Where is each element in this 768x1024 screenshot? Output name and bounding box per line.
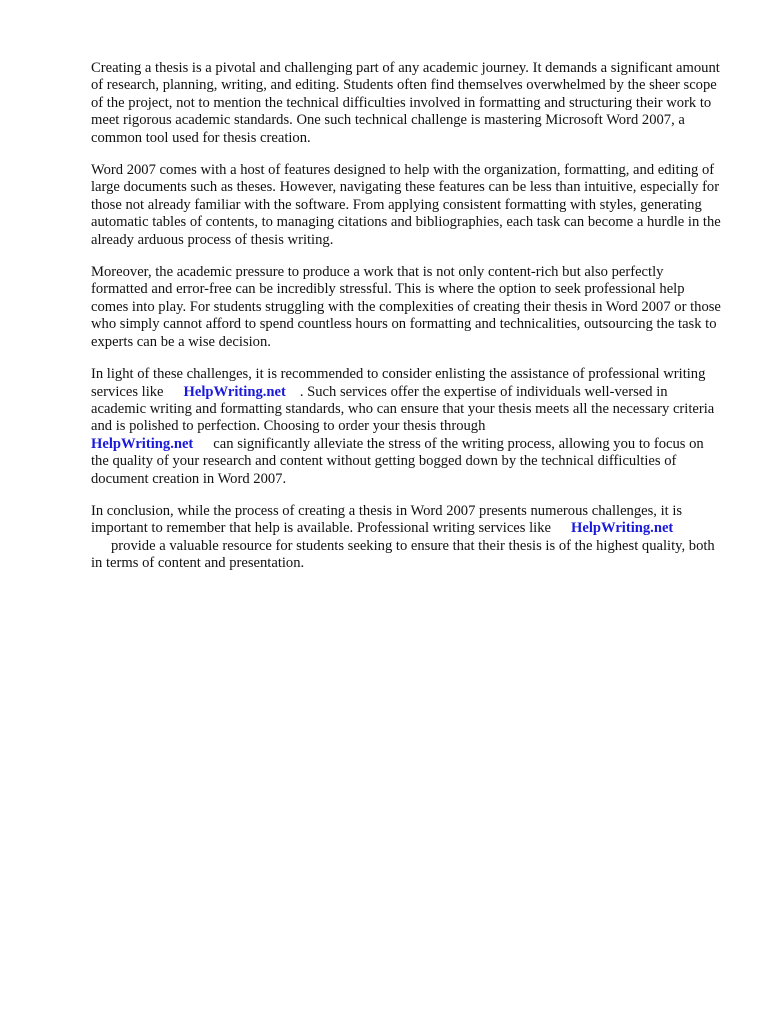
paragraph-intro: Creating a thesis is a pivotal and challenging part of any academic journey. It demands a significant amount of research, planning, writing, and editing. Students often find themselves overwhelmed by the sheer scope of the project, not to mention the technical difficulties involved in formatting and structuring their work to meet rigorous academic standards. One such technical challenge is mastering Microsoft Word 2007, a common tool used for thesis creation.	[91, 60, 720, 146]
helpwriting-link-1[interactable]: HelpWriting.net	[183, 383, 286, 400]
conclusion-text-1: In conclusion, while the process of creating a thesis in Word 2007 presents numerous challenges, it is important to remember that help is available. Professional writing services like	[91, 502, 683, 537]
conclusion-text-2: provide a valuable resource for students seeking to ensure that their thesis is of the highest quality, both in terms of content and presentation.	[91, 537, 715, 572]
helpwriting-link-3[interactable]: HelpWriting.net	[570, 520, 674, 537]
recommendation-text-3: can significantly alleviate the stress of the writing process, allowing you to focus on the quality of your research and content without getting bogged down by the technical difficulties of document creation in Word 2007.	[91, 435, 704, 487]
paragraph-conclusion	[91, 503, 721, 573]
paragraph-academic-pressure: Moreover, the academic pressure to produce a work that is not only content-rich but also perfectly formatted and error-free can be incredibly stressful. This is where the option to seek professional help comes into play. For students struggling with the complexities of creating their thesis in Word 2007 or those who simply cannot afford to spend countless hours on formatting and technicalities, outsourcing the task to experts can be a wise decision.	[91, 264, 721, 350]
recommendation-text-1: In light of these challenges, it is recommended to consider enlisting the assistance of professional writing services like	[91, 366, 706, 400]
paragraph-recommendation	[91, 366, 721, 488]
helpwriting-link-2[interactable]: HelpWriting.net	[91, 435, 194, 452]
paragraph-word-features: Word 2007 comes with a host of features designed to help with the organization, formatting, and editing of large documents such as theses. However, navigating these features can be less than intuitive, especially for those not already familiar with the software. From applying consistent formatting with styles, generating automatic tables of contents, to managing citations and bibliographies, each task can become a hurdle in the already arduous process of thesis writing.	[91, 162, 721, 248]
recommendation-text-2: . Such services offer the expertise of individuals well-versed in academic writing and formatting standards, who can ensure that your thesis meets all the necessary criteria and is polished to perfection. Choosing to order your thesis through	[91, 383, 715, 435]
document-body	[91, 60, 721, 588]
